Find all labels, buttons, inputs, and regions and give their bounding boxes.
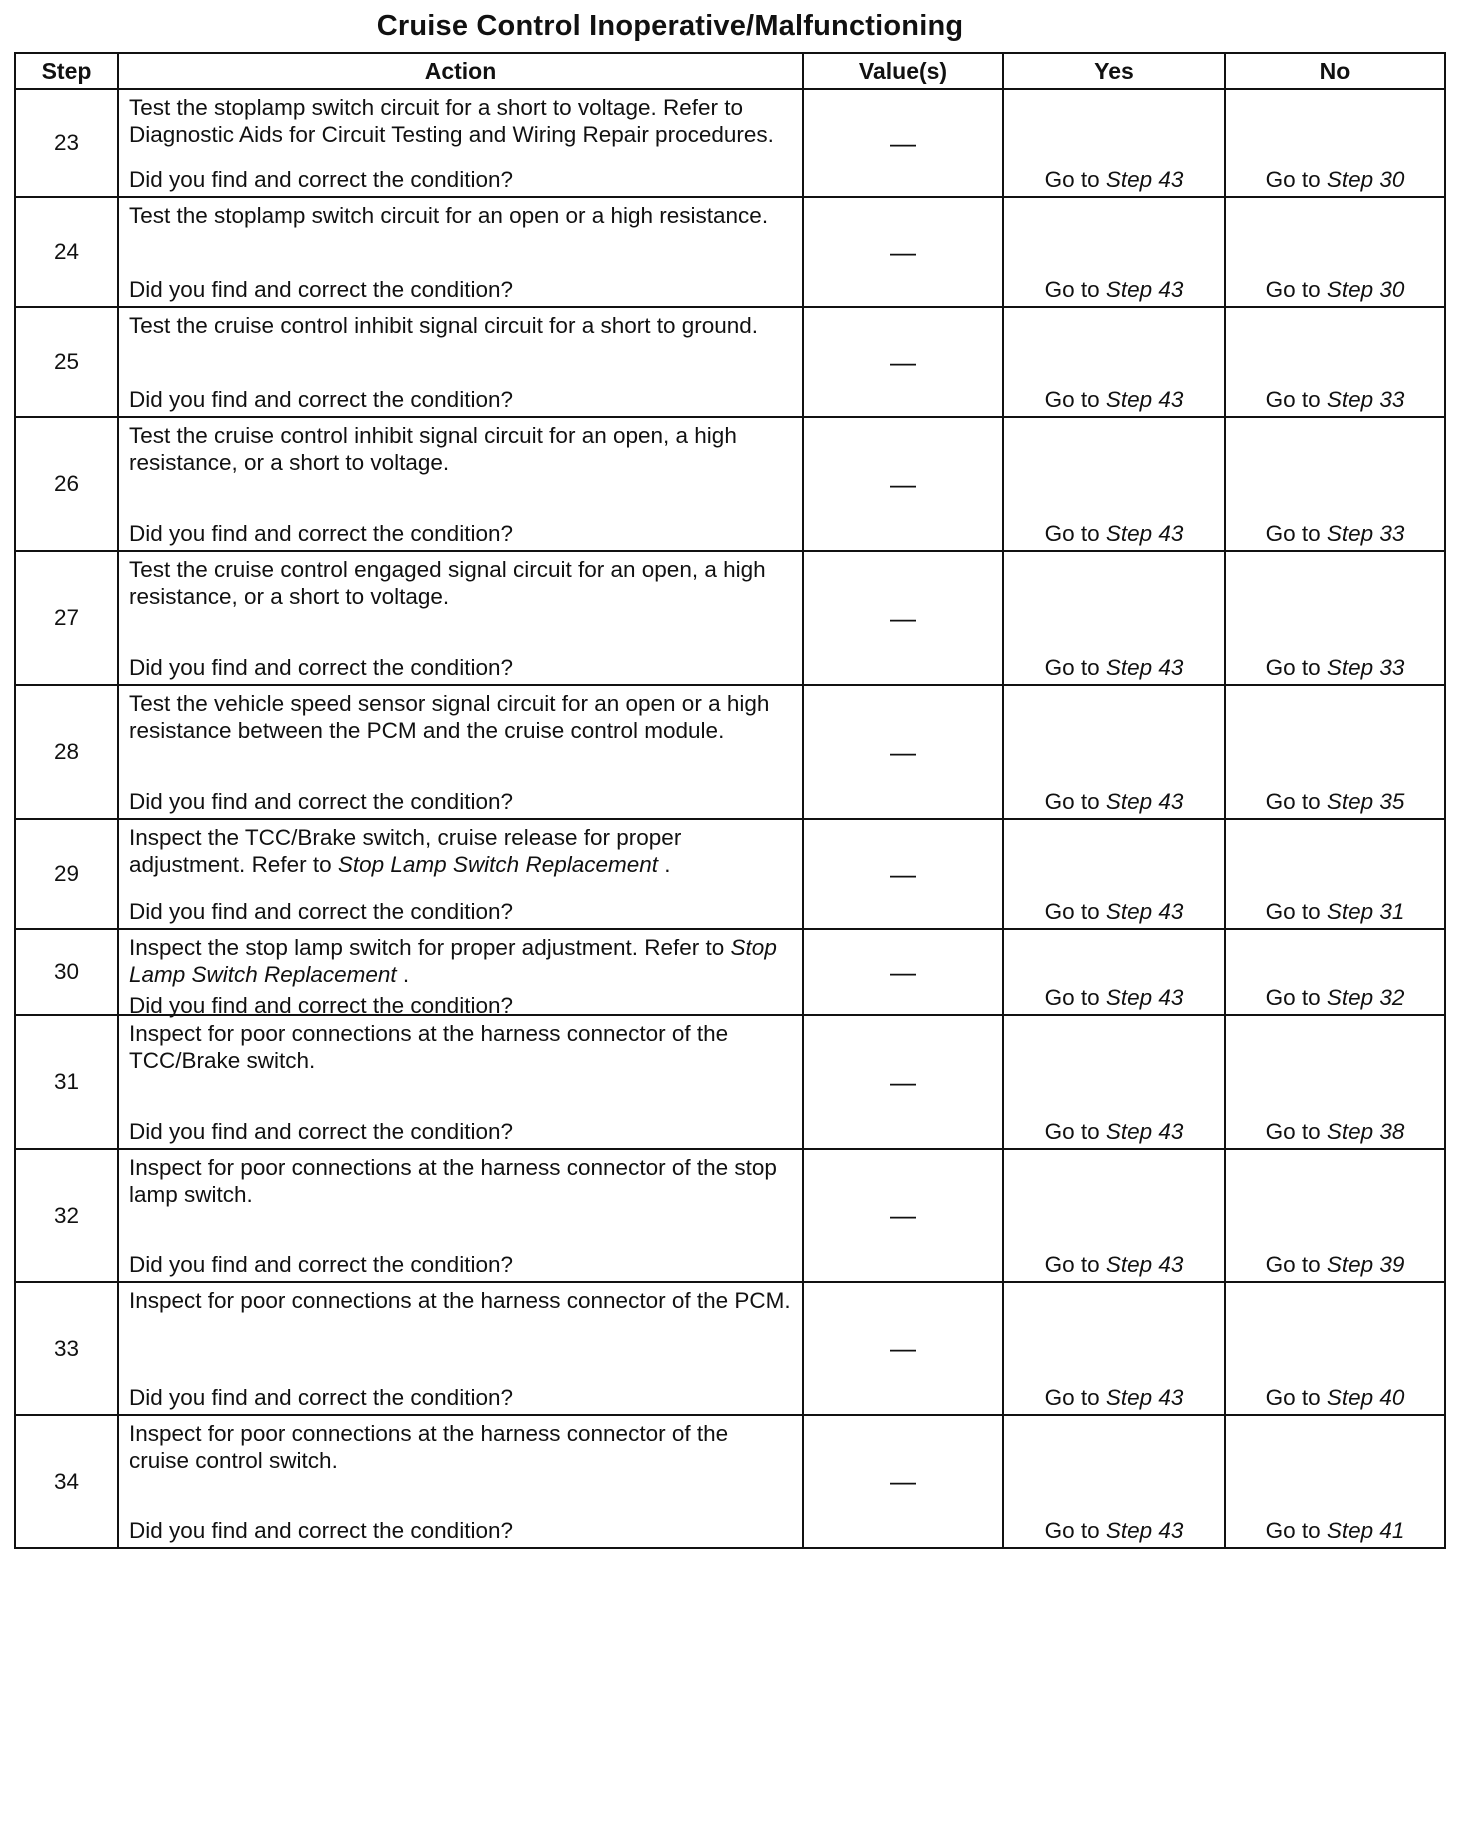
action-text <box>129 312 794 339</box>
go-to-label: Go to <box>1265 899 1321 924</box>
yes-cell <box>1003 417 1225 551</box>
action-instruction: Inspect for poor connections at the harness connector of the TCC/Brake switch. <box>129 1021 729 1073</box>
table-row <box>15 1282 1445 1415</box>
no-step-reference: Step 33 <box>1326 655 1405 680</box>
yes-step-reference: Step 43 <box>1105 1385 1184 1410</box>
table-row <box>15 307 1445 417</box>
yes-cell <box>1003 1015 1225 1149</box>
go-to-label: Go to <box>1265 167 1321 192</box>
no-step-reference: Step 33 <box>1326 521 1405 546</box>
step-number: 28 <box>15 685 118 819</box>
table-row <box>15 685 1445 819</box>
action-text <box>129 94 794 148</box>
action-question: Did you find and correct the condition? <box>129 1252 513 1277</box>
action-cell <box>118 685 803 819</box>
go-to-label: Go to <box>1044 167 1100 192</box>
go-to-label: Go to <box>1044 1518 1100 1543</box>
action-question: Did you find and correct the condition? <box>129 993 513 1018</box>
action-cell <box>118 307 803 417</box>
action-cell <box>118 89 803 197</box>
value-cell: — <box>803 551 1003 685</box>
step-number: 32 <box>15 1149 118 1282</box>
value-cell: — <box>803 417 1003 551</box>
no-step-reference: Step 39 <box>1326 1252 1405 1277</box>
action-cell <box>118 417 803 551</box>
action-cell <box>118 819 803 929</box>
action-text <box>129 1020 794 1074</box>
yes-step-reference: Step 43 <box>1105 655 1184 680</box>
table-header-row <box>15 53 1445 89</box>
action-text <box>129 934 794 988</box>
go-to-label: Go to <box>1044 899 1100 924</box>
step-number: 23 <box>15 89 118 197</box>
action-instruction: Test the cruise control inhibit signal circuit for a short to ground. <box>129 313 759 338</box>
action-text <box>129 1287 794 1314</box>
value-cell: — <box>803 1015 1003 1149</box>
column-header-no: No <box>1225 53 1445 89</box>
go-to-label: Go to <box>1044 1385 1100 1410</box>
action-cell <box>118 197 803 307</box>
no-cell <box>1225 929 1445 1015</box>
action-question: Did you find and correct the condition? <box>129 277 513 302</box>
go-to-label: Go to <box>1044 789 1100 814</box>
action-question: Did you find and correct the condition? <box>129 1119 513 1144</box>
value-cell: — <box>803 929 1003 1015</box>
table-row <box>15 197 1445 307</box>
step-number: 31 <box>15 1015 118 1149</box>
action-instruction: Inspect the stop lamp switch for proper adjustment. Refer to <box>129 935 731 960</box>
action-instruction: Inspect for poor connections at the harness connector of the PCM. <box>129 1288 791 1313</box>
no-cell <box>1225 89 1445 197</box>
yes-step-reference: Step 43 <box>1105 521 1184 546</box>
step-number: 25 <box>15 307 118 417</box>
no-step-reference: Step 35 <box>1326 789 1405 814</box>
value-cell: — <box>803 1415 1003 1548</box>
go-to-label: Go to <box>1265 521 1321 546</box>
action-instruction: Test the stoplamp switch circuit for a short to voltage. Refer to Diagnostic Aids for Circuit Testing and Wiring Repair procedures. <box>129 95 774 147</box>
step-number: 34 <box>15 1415 118 1548</box>
action-text <box>129 690 794 744</box>
table-row <box>15 929 1445 1015</box>
value-cell: — <box>803 89 1003 197</box>
action-question: Did you find and correct the condition? <box>129 899 513 924</box>
action-text <box>129 202 794 229</box>
go-to-label: Go to <box>1265 387 1321 412</box>
yes-cell <box>1003 1415 1225 1548</box>
action-cell <box>118 1149 803 1282</box>
column-header-values: Value(s) <box>803 53 1003 89</box>
step-number: 33 <box>15 1282 118 1415</box>
yes-cell <box>1003 929 1225 1015</box>
action-cell <box>118 1415 803 1548</box>
go-to-label: Go to <box>1265 1518 1321 1543</box>
table-row <box>15 417 1445 551</box>
table-body <box>15 89 1445 1548</box>
no-cell <box>1225 1015 1445 1149</box>
go-to-label: Go to <box>1044 1119 1100 1144</box>
action-text <box>129 824 794 878</box>
value-cell: — <box>803 1282 1003 1415</box>
no-step-reference: Step 31 <box>1326 899 1405 924</box>
yes-cell <box>1003 551 1225 685</box>
action-question: Did you find and correct the condition? <box>129 521 513 546</box>
yes-step-reference: Step 43 <box>1105 1518 1184 1543</box>
yes-cell <box>1003 89 1225 197</box>
value-cell: — <box>803 197 1003 307</box>
action-question: Did you find and correct the condition? <box>129 387 513 412</box>
action-question: Did you find and correct the condition? <box>129 1385 513 1410</box>
no-cell <box>1225 819 1445 929</box>
action-instruction: Test the stoplamp switch circuit for an open or a high resistance. <box>129 203 769 228</box>
yes-cell <box>1003 1282 1225 1415</box>
table-row <box>15 551 1445 685</box>
table-row <box>15 1015 1445 1149</box>
step-number: 29 <box>15 819 118 929</box>
no-step-reference: Step 38 <box>1326 1119 1405 1144</box>
value-cell: — <box>803 307 1003 417</box>
action-tail: . <box>396 962 410 987</box>
step-number: 26 <box>15 417 118 551</box>
yes-cell <box>1003 197 1225 307</box>
yes-cell <box>1003 307 1225 417</box>
action-question: Did you find and correct the condition? <box>129 167 513 192</box>
value-cell: — <box>803 819 1003 929</box>
no-step-reference: Step 30 <box>1326 167 1405 192</box>
action-question: Did you find and correct the condition? <box>129 1518 513 1543</box>
action-reference: Stop Lamp Switch Replacement <box>129 935 777 987</box>
yes-cell <box>1003 685 1225 819</box>
action-cell <box>118 551 803 685</box>
action-instruction: Inspect the TCC/Brake switch, cruise release for proper adjustment. Refer to <box>129 825 682 877</box>
step-number: 24 <box>15 197 118 307</box>
action-instruction: Inspect for poor connections at the harness connector of the cruise control switch. <box>129 1421 729 1473</box>
action-text <box>129 556 794 610</box>
go-to-label: Go to <box>1044 655 1100 680</box>
no-cell <box>1225 685 1445 819</box>
no-step-reference: Step 33 <box>1326 387 1405 412</box>
go-to-label: Go to <box>1265 1119 1321 1144</box>
table-row <box>15 89 1445 197</box>
yes-step-reference: Step 43 <box>1105 1119 1184 1144</box>
value-cell: — <box>803 685 1003 819</box>
action-cell <box>118 929 803 1018</box>
no-cell <box>1225 417 1445 551</box>
go-to-label: Go to <box>1044 277 1100 302</box>
diagnostic-table <box>14 52 1446 1549</box>
action-question: Did you find and correct the condition? <box>129 655 513 680</box>
column-header-step: Step <box>15 53 118 89</box>
step-number: 27 <box>15 551 118 685</box>
yes-step-reference: Step 43 <box>1105 789 1184 814</box>
action-instruction: Test the cruise control inhibit signal circuit for an open, a high resistance, or a short to voltage. <box>129 423 737 475</box>
go-to-label: Go to <box>1265 277 1321 302</box>
go-to-label: Go to <box>1265 985 1321 1010</box>
yes-step-reference: Step 43 <box>1105 387 1184 412</box>
no-step-reference: Step 32 <box>1326 985 1405 1010</box>
action-text <box>129 1420 794 1474</box>
action-instruction: Test the vehicle speed sensor signal circuit for an open or a high resistance between the PCM and the cruise control module. <box>129 691 770 743</box>
yes-step-reference: Step 43 <box>1105 167 1184 192</box>
action-cell <box>118 1282 803 1415</box>
no-cell <box>1225 307 1445 417</box>
go-to-label: Go to <box>1044 521 1100 546</box>
go-to-label: Go to <box>1044 1252 1100 1277</box>
table-row <box>15 1415 1445 1548</box>
action-reference: Stop Lamp Switch Replacement <box>337 852 659 877</box>
step-number: 30 <box>15 929 118 1015</box>
yes-step-reference: Step 43 <box>1105 1252 1184 1277</box>
table-row <box>15 819 1445 929</box>
action-cell <box>118 1015 803 1149</box>
yes-step-reference: Step 43 <box>1105 899 1184 924</box>
no-step-reference: Step 41 <box>1326 1518 1405 1543</box>
no-step-reference: Step 30 <box>1326 277 1405 302</box>
action-text <box>129 422 794 476</box>
page-title: Cruise Control Inoperative/Malfunctioning <box>376 10 964 42</box>
go-to-label: Go to <box>1265 1252 1321 1277</box>
yes-step-reference: Step 43 <box>1105 277 1184 302</box>
action-instruction: Test the cruise control engaged signal circuit for an open, a high resistance, or a short to voltage. <box>129 557 766 609</box>
yes-step-reference: Step 43 <box>1105 985 1184 1010</box>
action-tail: . <box>658 852 671 877</box>
yes-cell <box>1003 1149 1225 1282</box>
go-to-label: Go to <box>1044 387 1100 412</box>
yes-cell <box>1003 819 1225 929</box>
go-to-label: Go to <box>1265 655 1321 680</box>
no-cell <box>1225 1149 1445 1282</box>
no-cell <box>1225 1282 1445 1415</box>
no-cell <box>1225 197 1445 307</box>
column-header-yes: Yes <box>1003 53 1225 89</box>
no-step-reference: Step 40 <box>1326 1385 1405 1410</box>
action-instruction: Inspect for poor connections at the harness connector of the stop lamp switch. <box>129 1155 777 1207</box>
go-to-label: Go to <box>1265 1385 1321 1410</box>
table-row <box>15 1149 1445 1282</box>
no-cell <box>1225 551 1445 685</box>
column-header-action: Action <box>118 53 803 89</box>
action-text <box>129 1154 794 1208</box>
no-cell <box>1225 1415 1445 1548</box>
value-cell: — <box>803 1149 1003 1282</box>
go-to-label: Go to <box>1044 985 1100 1010</box>
go-to-label: Go to <box>1265 789 1321 814</box>
action-question: Did you find and correct the condition? <box>129 789 513 814</box>
